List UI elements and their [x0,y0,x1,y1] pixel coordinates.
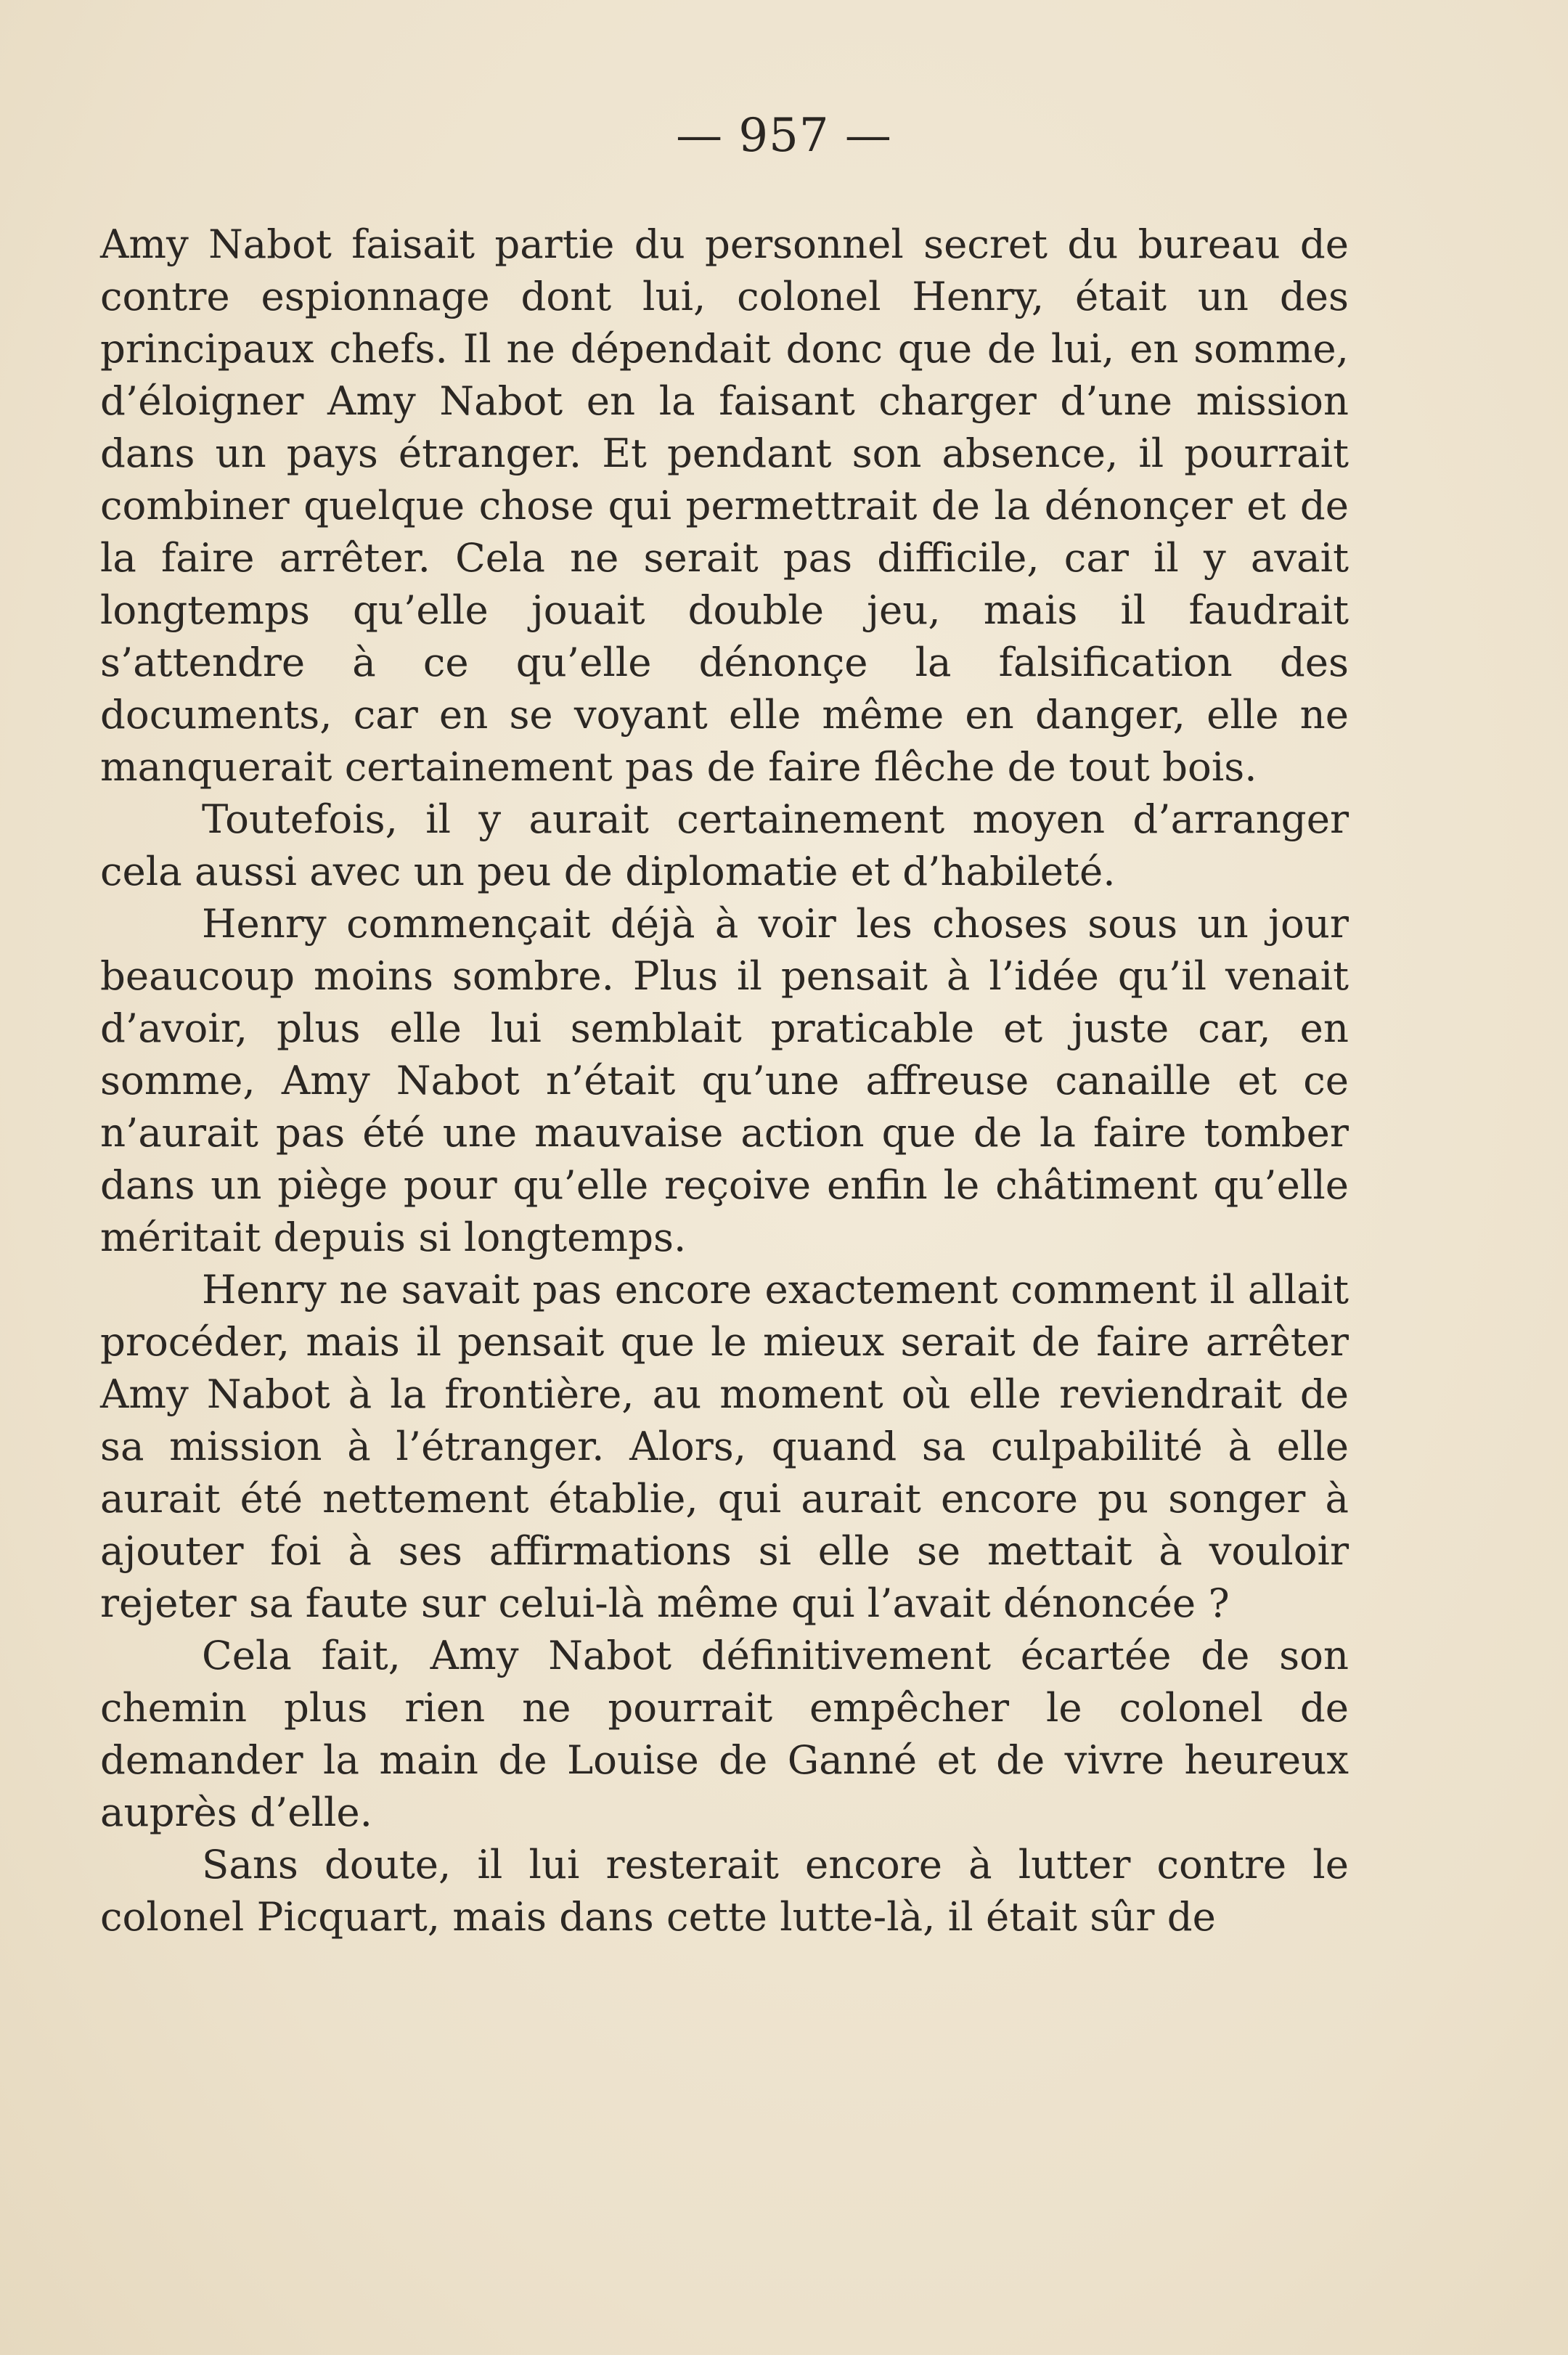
body-text [100,218,1349,1943]
paragraph: Henry ne savait pas encore exactement comment il allait procéder, mais il pensait que le mieux serait de faire arrêter Amy Nabot à la frontière, au moment où elle reviendrait de sa mission à l’étranger. Alors, quand sa culpabilité à elle aurait été nettement établie, qui aurait encore pu songer à ajouter foi à ses affirmations si elle se mettait à vouloir rejeter sa faute sur celui-là même qui l’avait dénoncée ? [100,1266,1349,1626]
paragraph: Henry commençait déjà à voir les choses sous un jour beaucoup moins sombre. Plus il pensait à l’idée qu’il venait d’avoir, plus elle lui semblait praticable et juste car, en somme, Amy Nabot n’était qu’une affreuse canaille et ce n’aurait pas été une mauvaise action que de la faire tomber dans un piège pour qu’elle reçoive enfin le châtiment qu’elle méritait depuis si longtemps. [100,900,1349,1260]
paragraph: Amy Nabot faisait partie du personnel secret du bureau de contre espionnage dont lui, colonel Henry, était un des principaux chefs. Il ne dépendait donc que de lui, en somme, d’éloigner Amy Nabot en la faisant charger d’une mission dans un pays étranger. Et pendant son absence, il pourrait combiner quelque chose qui permettrait de la dénonçer et de la faire arrêter. Cela ne serait pas difficile, car il y avait longtemps qu’elle jouait double jeu, mais il faudrait s’attendre à ce qu’elle dénonçe la falsification des documents, car en se voyant elle même en danger, elle ne manquerait certainement pas de faire flêche de tout bois. [100,221,1349,790]
page-number: — 957 — [676,109,892,163]
paragraph: Sans doute, il lui resterait encore à lutter contre le colonel Picquart, mais dans cette lutte-là, il était sûr de [100,1841,1349,1940]
paragraph: Toutefois, il y aurait certainement moyen d’arranger cela aussi avec un peu de diplomatie et d’habileté. [100,796,1349,894]
paragraph: Cela fait, Amy Nabot définitivement écartée de son chemin plus rien ne pourrait empêcher le colonel de demander la main de Louise de Ganné et de vivre heureux auprès d’elle. [100,1632,1349,1835]
